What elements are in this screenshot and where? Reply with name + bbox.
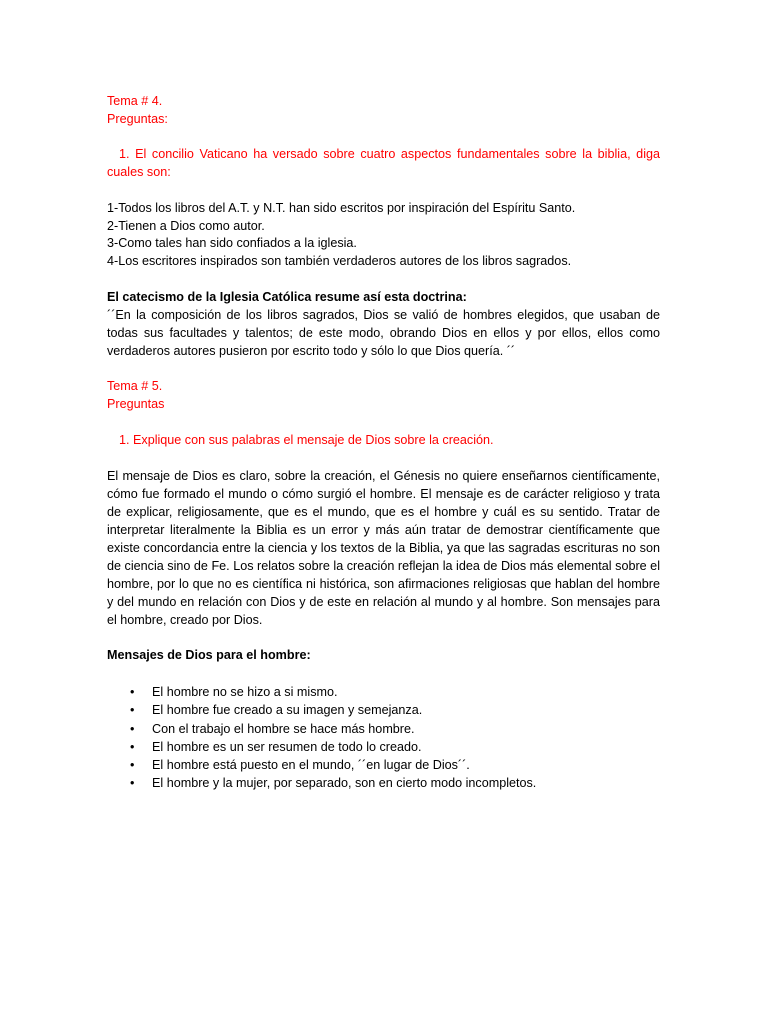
bullet-icon: •: [130, 703, 135, 718]
message-text: Con el trabajo el hombre se hace más hombre.: [152, 721, 415, 736]
tema5-question-list: [107, 432, 660, 450]
catechism-heading: El catecismo de la Iglesia Católica resume así esta doctrina:: [107, 289, 467, 304]
list-item: [107, 701, 660, 719]
catechism-quote: ´´En la composición de los libros sagrados, Dios se valió de hombres elegidos, que usaban de todas sus facultades y talentos; de este modo, obrando Dios en ellos y por ellos, ellos como verdaderos autores pusieron por escrito todo y sólo lo que Dios quería. ´´: [107, 308, 660, 359]
tema5-question: 1. Explique con sus palabras el mensaje de Dios sobre la creación.: [119, 432, 494, 447]
message-text: El hombre está puesto en el mundo, ´´en lugar de Dios´´.: [152, 757, 470, 772]
list-item: [107, 774, 660, 792]
tema4-subtitle: Preguntas:: [107, 111, 168, 126]
list-item: [107, 683, 660, 701]
messages-heading: Mensajes de Dios para el hombre:: [107, 648, 311, 663]
tema4-title: Tema # 4.: [107, 94, 163, 108]
bullet-icon: •: [130, 721, 135, 736]
bullet-icon: •: [130, 757, 135, 772]
messages-list: [107, 683, 660, 792]
bullet-icon: •: [130, 776, 135, 791]
tema4-answer-2: 2-Tienen a Dios como autor.: [107, 218, 265, 233]
tema5-title: Tema # 5.: [107, 379, 163, 394]
tema4-question-list: [107, 146, 660, 181]
tema5-subtitle: Preguntas: [107, 397, 165, 412]
list-item: [107, 756, 660, 774]
message-text: El hombre no se hizo a si mismo.: [152, 685, 338, 700]
list-item: [107, 738, 660, 756]
message-text: El hombre es un ser resumen de todo lo creado.: [152, 739, 422, 754]
tema4-question: 1. El concilio Vaticano ha versado sobre cuatro aspectos fundamentales sobre la biblia, diga cuales son:: [107, 147, 660, 180]
tema4-answer-1: 1-Todos los libros del A.T. y N.T. han sido escritos por inspiración del Espíritu Santo.: [107, 200, 576, 215]
message-text: El hombre fue creado a su imagen y semejanza.: [152, 703, 423, 718]
document-page: [107, 93, 660, 792]
bullet-icon: •: [130, 739, 135, 754]
message-text: El hombre y la mujer, por separado, son en cierto modo incompletos.: [152, 776, 537, 791]
tema4-answer-3: 3-Como tales han sido confiados a la iglesia.: [107, 236, 357, 251]
tema5-answer: El mensaje de Dios es claro, sobre la creación, el Génesis no quiere enseñarnos científicamente, cómo fue formado el mundo o cómo surgió el hombre. El mensaje es de carácter religioso y trata de explicar, religiosamente, que es el mundo, que es el hombre y cuál es su sentido. Tratar de interpretar literalmente la Biblia es un error y más aún tratar de demostrar científicamente que existe concordancia entre la ciencia y los textos de la Biblia, ya que las sagradas escrituras no son de ciencia sino de Fe. Los relatos sobre la creación reflejan la idea de Dios más elemental sobre el hombre, por lo que no es científica ni histórica, son afirmaciones religiosas que hablan del hombre y del mundo en relación con Dios y de este en relación al mundo y al hombre. Son mensajes para el hombre, creado por Dios.: [107, 469, 660, 628]
bullet-icon: •: [130, 685, 135, 700]
list-item: [107, 720, 660, 738]
tema4-answer-4: 4-Los escritores inspirados son también verdaderos autores de los libros sagrados.: [107, 253, 572, 268]
